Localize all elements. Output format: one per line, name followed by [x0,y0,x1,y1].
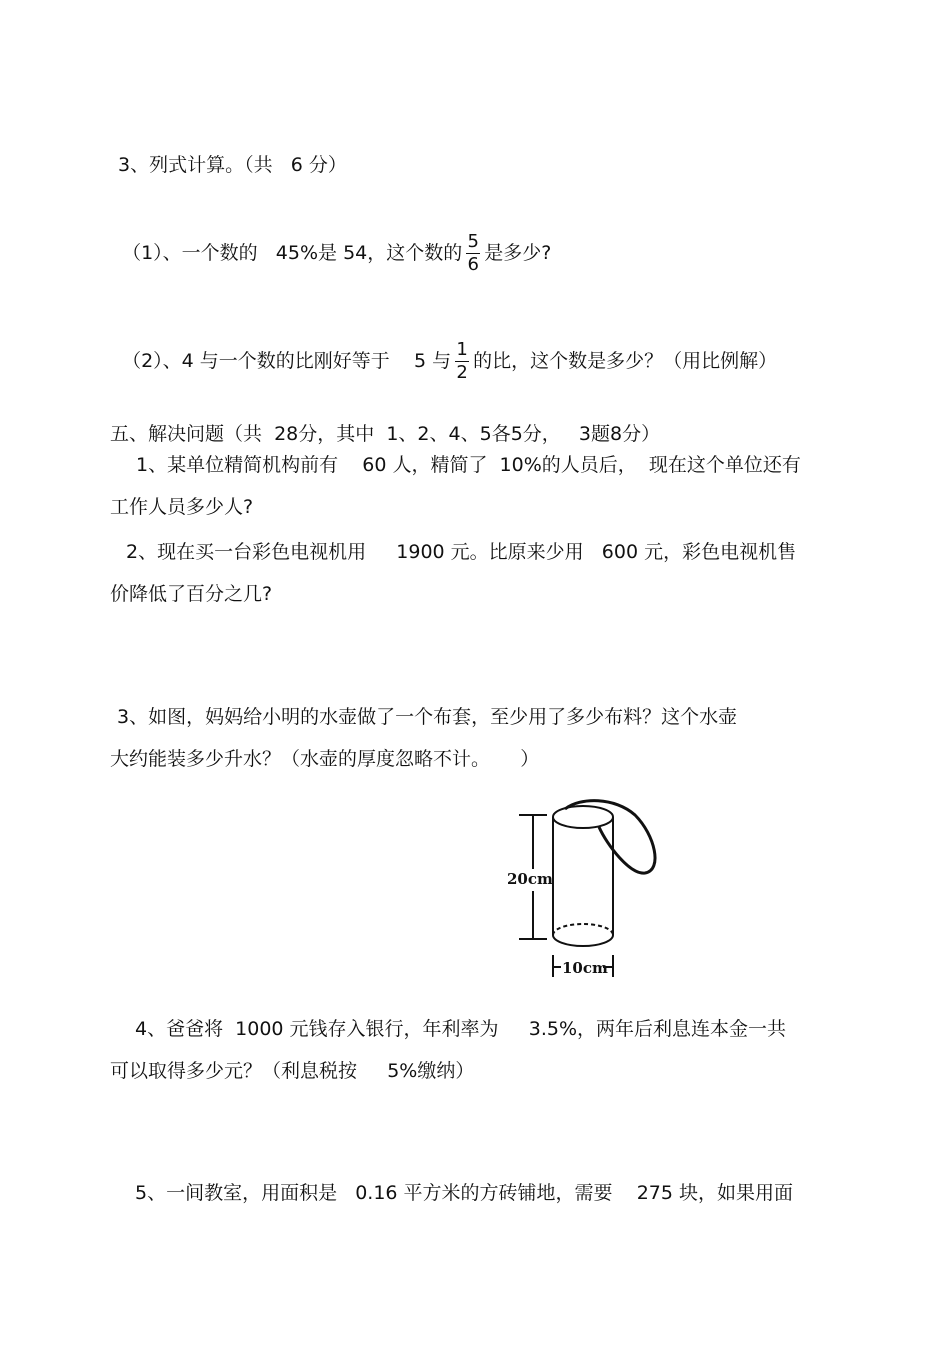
problem-4-line-2: 可以取得多少元？（利息税按 5%缴纳） [110,1060,475,1082]
problem-3-line-2: 大约能装多少升水？（水壶的厚度忽略不计。 ） [110,748,540,770]
height-label: 20cm [507,870,553,888]
part-2-text-after: 的比，这个数是多少？（用比例解） [473,350,778,372]
width-label: 10cm [562,959,608,977]
fraction-denominator: 6 [467,254,479,275]
fraction-numerator: 5 [467,231,479,252]
cylinder-top [553,806,613,828]
part-2-text-before: （2）、4 与一个数的比刚好等于 5 与 [122,350,452,372]
question-3-part-2 [110,314,777,383]
cylinder-bottom-back [553,924,613,935]
problem-4-line-1: 4、爸爸将 1000 元钱存入银行，年利率为 3.5%，两年后利息连本金一共 [135,1018,787,1040]
question-3-heading: 3、列式计算。（共 6 分） [118,154,347,176]
fraction-five-sixths [466,232,480,275]
part-1-text-before: （1）、一个数的 45%是 54，这个数的 [122,242,463,264]
fraction-numerator: 1 [456,339,468,360]
fraction-denominator: 2 [456,362,468,383]
problem-2-line-2: 价降低了百分之几? [110,583,273,605]
cylinder-bottle-diagram [505,795,675,985]
section-5-heading: 五、解决问题（共 28分，其中 1、2、4、5各5分， 3题8分） [110,423,661,445]
problem-3-line-1: 3、如图，妈妈给小明的水壶做了一个布套，至少用了多少布料？这个水壶 [117,706,738,728]
problem-2-line-1: 2、现在买一台彩色电视机用 1900 元。比原来少用 600 元，彩色电视机售 [126,541,797,563]
part-1-text-after: 是多少? [484,242,552,264]
question-3-part-1 [110,206,551,275]
problem-1-line-2: 工作人员多少人? [110,496,254,518]
cylinder-bottom-front [553,935,613,946]
problem-1-line-1: 1、某单位精简机构前有 60 人，精简了 10%的人员后， 现在这个单位还有 [136,454,801,476]
water-bottle-figure [505,795,675,985]
problem-5-line-1: 5、一间教室，用面积是 0.16 平方米的方砖铺地，需要 275 块，如果用面 [135,1182,794,1204]
fraction-one-half [455,340,469,383]
